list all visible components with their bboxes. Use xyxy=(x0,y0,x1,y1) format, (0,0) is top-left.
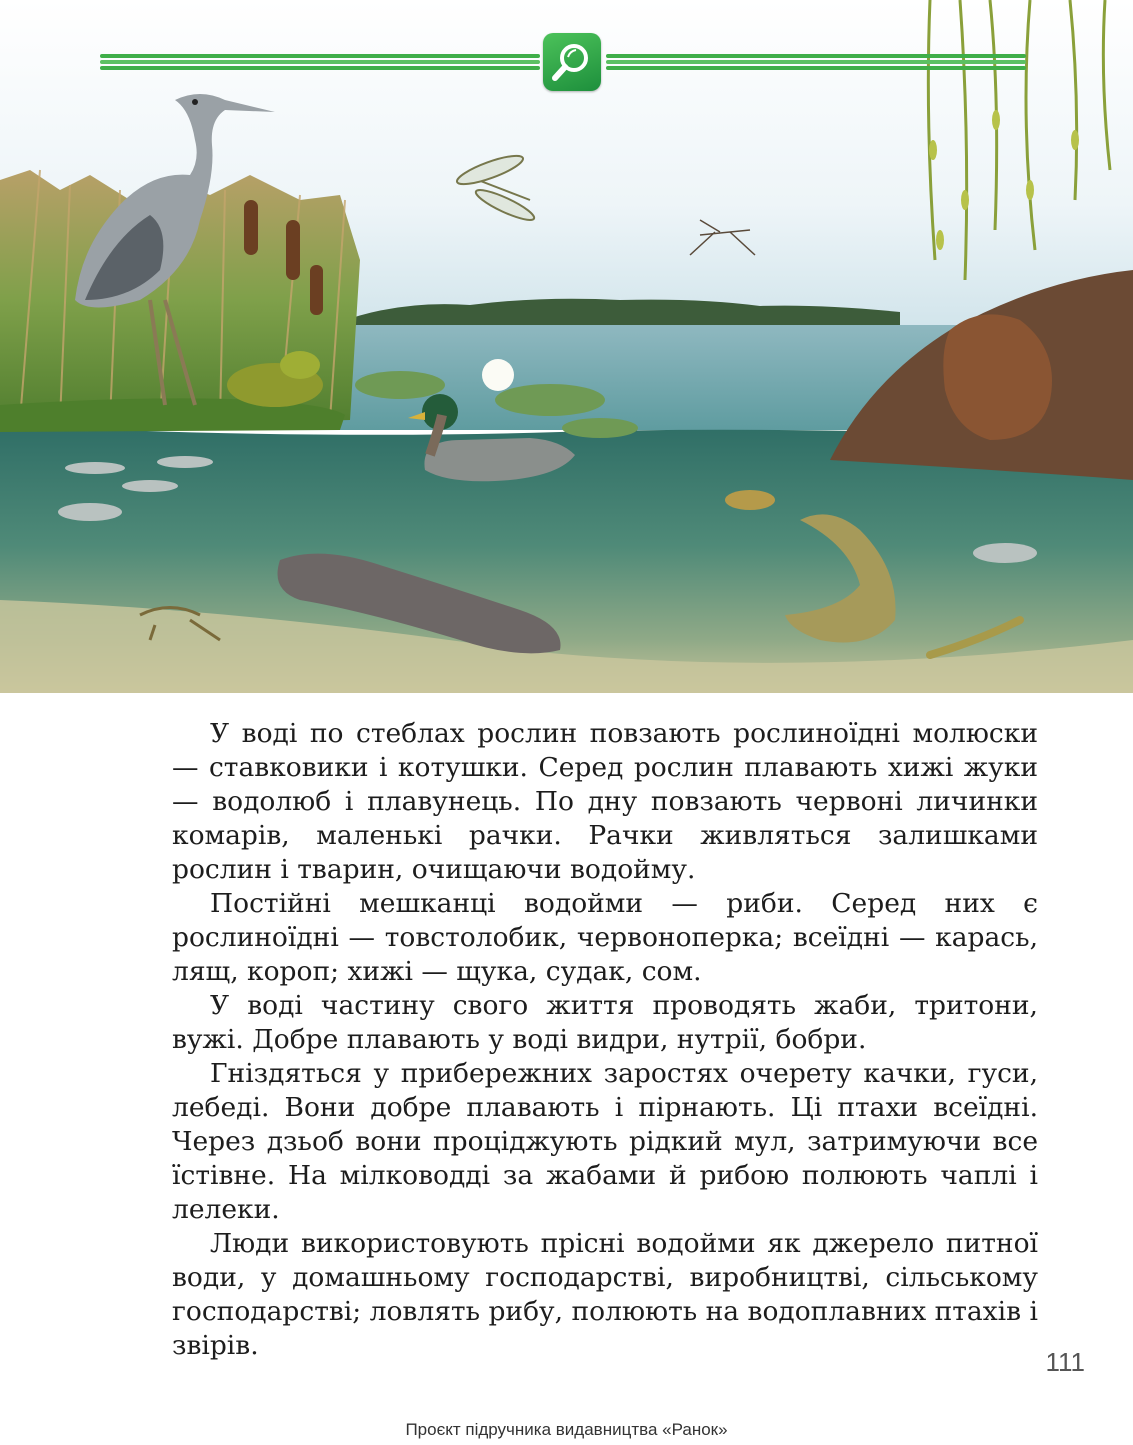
paragraph: Постійні мешканці водойми — риби. Серед них є рослиноїдні — товстолобик, червоноперка; всеїдні — карась, лящ, короп; хижі — щука, судак, сом. xyxy=(172,888,1038,987)
footer-note: Проєкт підручника видавництва «Ранок» xyxy=(405,1420,728,1439)
paragraph: У воді по стеблах рослин повзають рослиноїдні молюски — ставковики і котушки. Серед рослин плавають хижі жуки — водолюб і плавунець. По дну повзають червоні личинки комарів, маленькі рачки. Рачки живляться залишками рослин і тварин, очищаючи водойму. xyxy=(172,718,1038,885)
pond-ecosystem-illustration xyxy=(0,0,1133,693)
header-rule-right xyxy=(606,52,1026,72)
page-number: 111 xyxy=(1045,1347,1085,1377)
paragraph: Люди використовують прісні водойми як джерело питної води, у домашньому господарстві, виробництві, сільському господарстві; ловлять рибу, полюють на водоплавних птахів і звірів. xyxy=(172,1228,1038,1361)
body-text xyxy=(172,717,1038,1363)
paragraph: У воді частину свого життя проводять жаби, тритони, вужі. Добре плавають у воді видри, нутрії, бобри. xyxy=(172,990,1038,1055)
header-rule-left xyxy=(100,52,540,72)
paragraph: Гніздяться у прибережних заростях очерету качки, гуси, лебеді. Вони добре плавають і пірнають. Ці птахи всеїдні. Через дзьоб вони проціджують рідкий мул, затримуючи все їстівне. На мілководді за жабами й рибою полюють чаплі і лелеки. xyxy=(172,1058,1038,1225)
magnifier-icon xyxy=(543,33,601,91)
